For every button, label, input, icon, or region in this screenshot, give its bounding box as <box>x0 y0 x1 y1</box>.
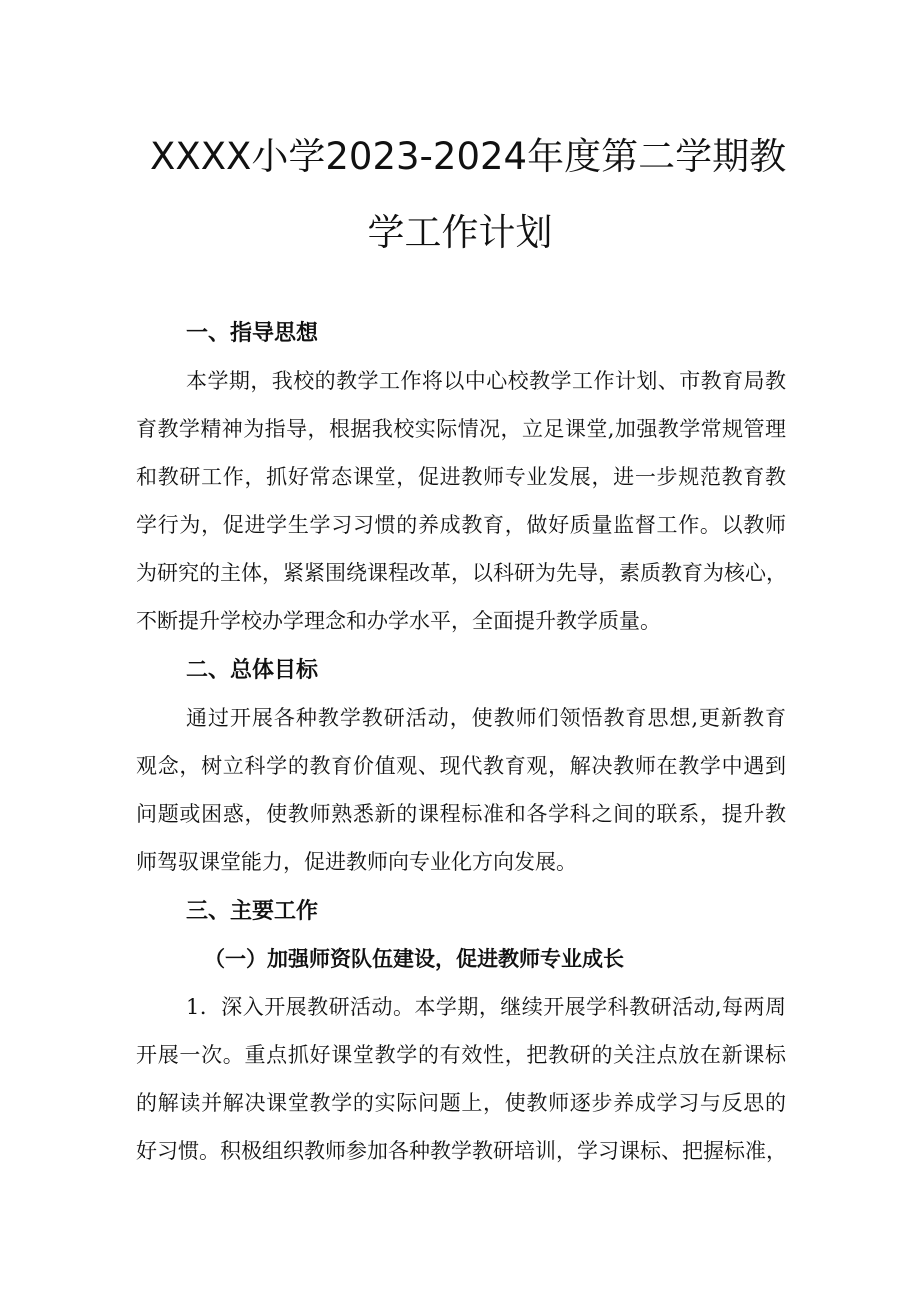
paragraph-line: 通过开展各种教学教研活动，使教师们领悟教育思想,更新教育 <box>186 706 786 730</box>
subsection-heading: （一）加强师资队伍建设，促进教师专业成长 <box>204 947 624 971</box>
paragraph-line: 学行为，促进学生学习习惯的养成教育，做好质量监督工作。以教师 <box>136 513 786 537</box>
paragraph-line: 师驾驭课堂能力，促进教师向专业化方向发展。 <box>136 850 577 874</box>
section-heading-overall-goals: 二、总体目标 <box>186 658 319 683</box>
paragraph-line: 的解读并解决课堂教学的实际问题上，使教师逐步养成学习与反思的 <box>136 1091 786 1115</box>
paragraph-line: 开展一次。重点抓好课堂教学的有效性，把教研的关注点放在新课标 <box>136 1043 786 1067</box>
paragraph-line: 观念，树立科学的教育价值观、现代教育观，解决教师在教学中遇到 <box>136 754 786 778</box>
paragraph-line: 和教研工作，抓好常态课堂，促进教师专业发展，进一步规范教育教 <box>136 465 786 489</box>
paragraph-line: 本学期，我校的教学工作将以中心校教学工作计划、市教育局教 <box>186 369 786 393</box>
paragraph-line: 好习惯。积极组织教师参加各种教学教研培训，学习课标、把握标准， <box>136 1139 787 1163</box>
document-title-line-1: XXXX小学2023-2024年度第二学期教 <box>150 135 787 178</box>
section-heading-guiding-ideology: 一、指导思想 <box>186 321 319 346</box>
paragraph-line: 不断提升学校办学理念和办学水平，全面提升教学质量。 <box>136 609 661 633</box>
paragraph-line: 育教学精神为指导，根据我校实际情况，立足课堂,加强教学常规管理 <box>136 417 786 441</box>
paragraph-line: 问题或困惑，使教师熟悉新的课程标准和各学科之间的联系，提升教 <box>136 802 786 826</box>
paragraph-line: 为研究的主体，紧紧围绕课程改革，以科研为先导，素质教育为核心， <box>136 561 787 585</box>
document-title-line-2: 学工作计划 <box>367 211 553 254</box>
section-heading-main-work: 三、主要工作 <box>186 899 319 924</box>
paragraph-line: 1．深入开展教研活动。本学期，继续开展学科教研活动,每两周 <box>186 995 786 1019</box>
